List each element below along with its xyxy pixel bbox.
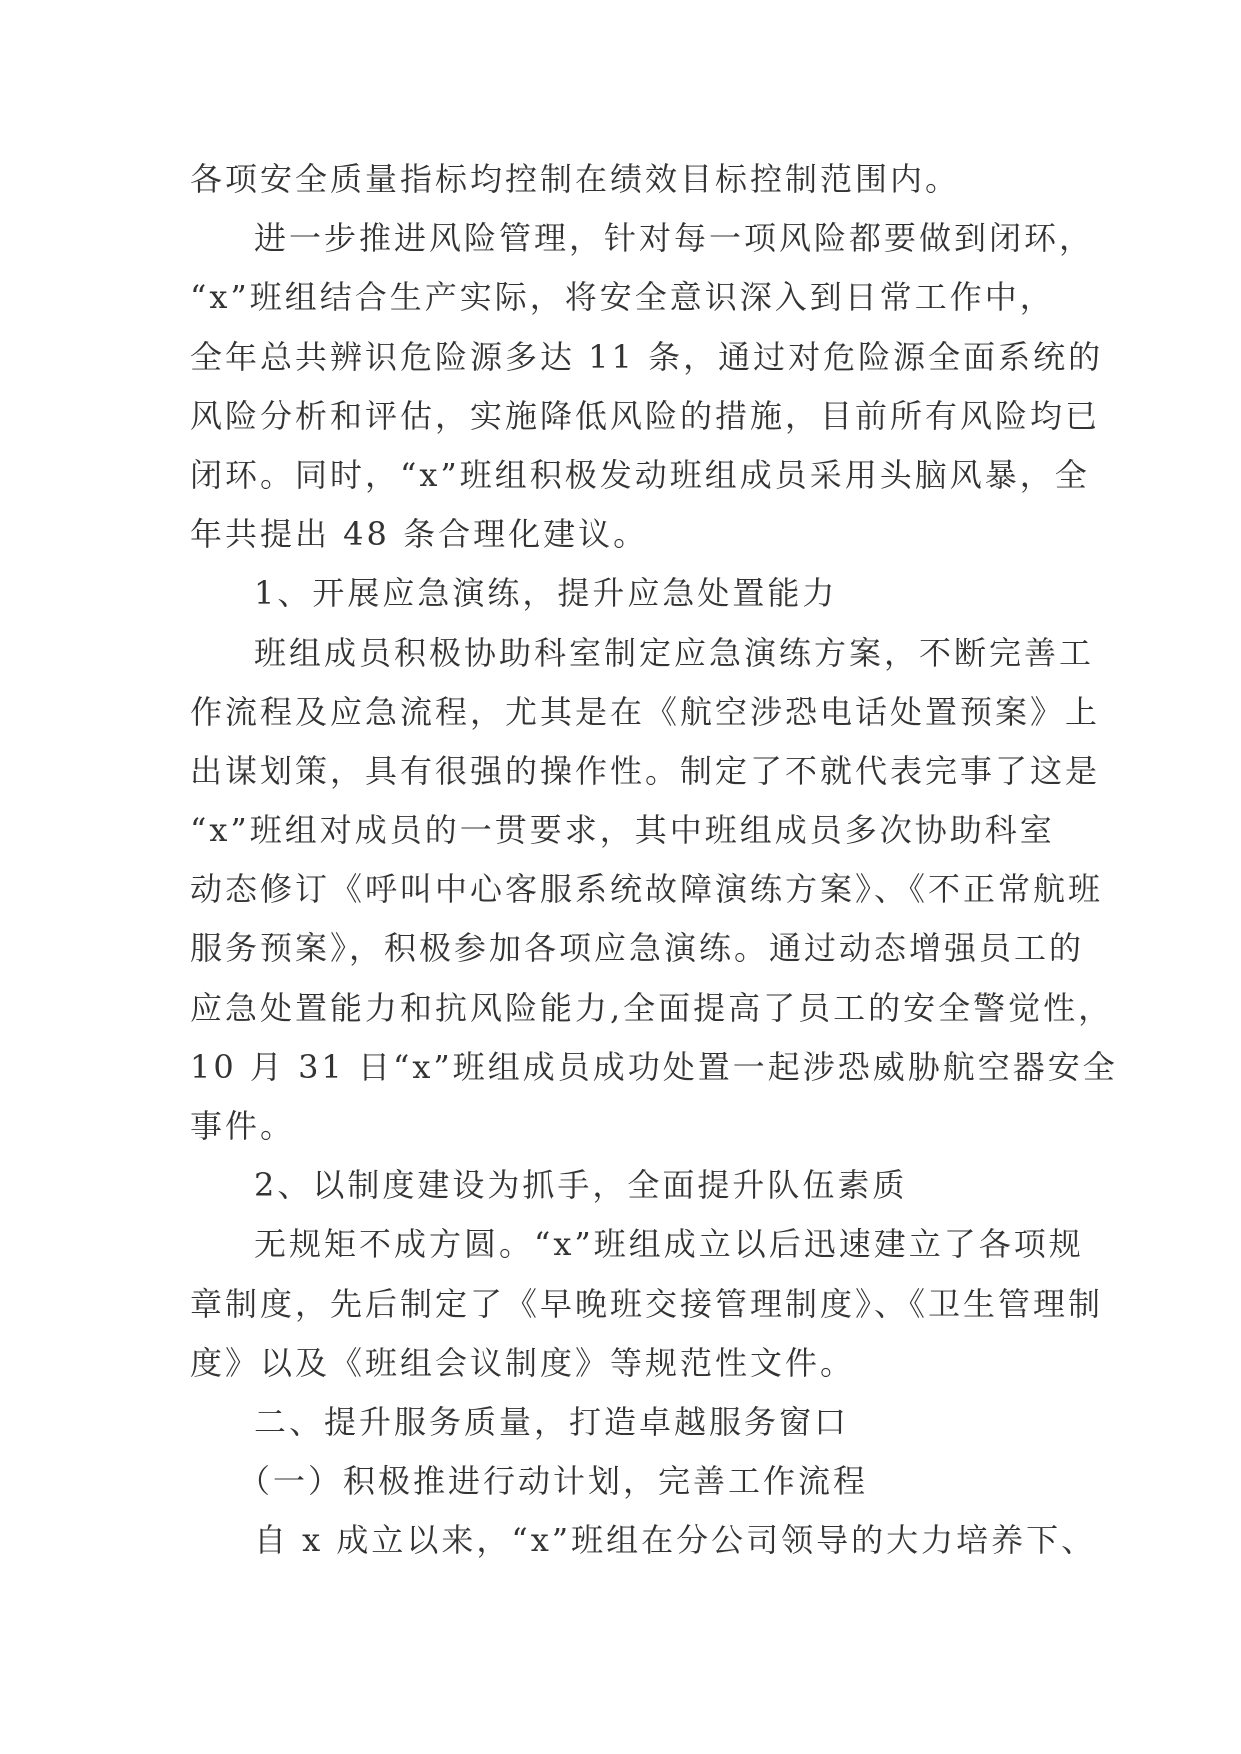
paragraph-emergency-drill: 班组成员积极协助科室制定应急演练方案，不断完善工 [254,633,1095,672]
text-line: 应急处置能力和抗风险能力,全面提高了员工的安全警觉性， [190,988,1114,1027]
text-line: 度》以及《班组会议制度》等规范性文件。 [190,1343,856,1382]
subsection-heading-action-plan: （一）积极推进行动计划，完善工作流程 [238,1462,869,1501]
text-line: 作流程及应急流程，尤其是在《航空涉恐电话处置预案》上 [190,692,1101,731]
paragraph-risk-management: 进一步推进风险管理，针对每一项风险都要做到闭环， [254,219,1095,258]
text-line: “x”班组结合生产实际，将安全意识深入到日常工作中， [190,278,1055,317]
section-heading-system-building: 2、以制度建设为抓手，全面提升队伍素质 [254,1166,908,1205]
text-line: 出谋划策，具有很强的操作性。制定了不就代表完事了这是 [190,751,1101,790]
text-line: 章制度，先后制定了《早晚班交接管理制度》、《卫生管理制 [190,1284,1104,1323]
section-heading-emergency-drill: 1、开展应急演练，提升应急处置能力 [254,574,838,613]
document-body [190,150,1118,1571]
text-line: 风险分析和评估，实施降低风险的措施，目前所有风险均已 [190,396,1101,435]
paragraph-action-plan: 自 x 成立以来，“x”班组在分公司领导的大力培养下、 [254,1521,1097,1560]
section-heading-service-quality: 二、提升服务质量，打造卓越服务窗口 [254,1402,850,1441]
text-line: “x”班组对成员的一贯要求，其中班组成员多次协助科室 [190,811,1055,850]
text-line: 各项安全质量指标均控制在绩效目标控制范围内。 [190,160,961,198]
text-line: 全年总共辨识危险源多达 11 条，通过对危险源全面系统的 [190,337,1104,376]
paragraph-system-building: 无规矩不成方圆。“x”班组成立以后迅速建立了各项规 [254,1225,1084,1264]
text-line: 动态修订《呼叫中心客服系统故障演练方案》、《不正常航班 [190,870,1104,909]
text-line: 10 月 31 日“x”班组成员成功处置一起涉恐威胁航空器安全 [190,1047,1118,1086]
text-line: 年共提出 48 条合理化建议。 [190,515,649,554]
text-line: 事件。 [190,1107,296,1145]
text-line: 闭环。同时，“x”班组积极发动班组成员采用头脑风暴，全 [190,455,1090,494]
text-line: 服务预案》，积极参加各项应急演练。通过动态增强员工的 [190,929,1085,968]
